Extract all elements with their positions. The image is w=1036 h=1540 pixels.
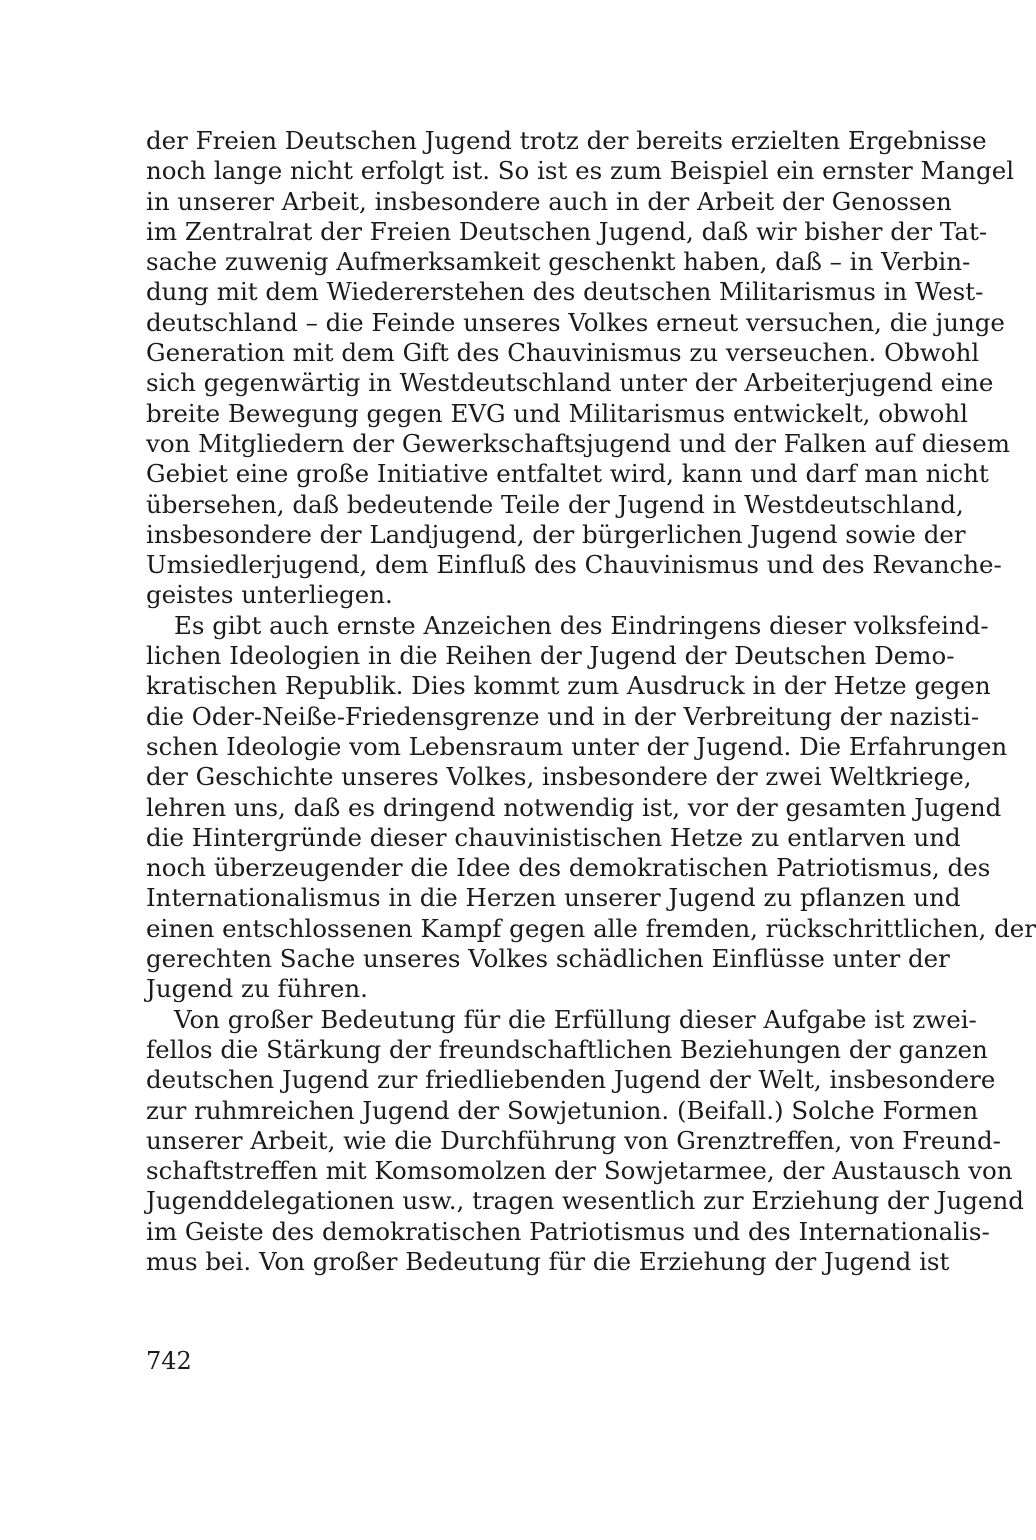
text-line: der Geschichte unseres Volkes, insbesondere der zwei Weltkriege, [146,762,972,792]
text-line: schaftstreffen mit Komsomolzen der Sowjetarmee, der Austausch von [146,1156,1013,1186]
text-line: Generation mit dem Gift des Chauvinismus zu verseuchen. Obwohl [146,338,980,368]
text-line: geistes unterliegen. [146,580,393,610]
text-line: Von großer Bedeutung für die Erfüllung dieser Aufgabe ist zwei- [174,1004,977,1034]
text-line: lichen Ideologien in die Reihen der Jugend der Deutschen Demo- [146,641,955,671]
text-line: breite Bewegung gegen EVG und Militarismus entwickelt, obwohl [146,398,969,428]
text-line: mus bei. Von großer Bedeutung für die Erziehung der Jugend ist [146,1246,950,1276]
text-line: der Freien Deutschen Jugend trotz der bereits erzielten Ergebnisse [146,126,987,155]
text-line: noch überzeugender die Idee des demokratischen Patriotismus, des [146,853,991,883]
text-line: im Zentralrat der Freien Deutschen Jugend, daß wir bisher der Tat- [146,216,988,246]
text-line: Internationalismus in die Herzen unserer Jugend zu pflanzen und [146,883,961,913]
text-line: die Hintergründe dieser chauvinistischen Hetze zu entlarven und [146,822,961,852]
text-line: sich gegenwärtig in Westdeutschland unter der Arbeiterjugend eine [146,368,994,398]
text-line: fellos die Stärkung der freundschaftlichen Beziehungen der ganzen [146,1034,988,1064]
text-line: dung mit dem Wiedererstehen des deutschen Militarismus in West- [146,277,984,307]
page-number: 742 [146,1347,192,1375]
text-line: Gebiet eine große Initiative entfaltet wird, kann und darf man nicht [146,459,989,489]
text-line: noch lange nicht erfolgt ist. So ist es zum Beispiel ein ernster Mangel [146,156,1015,186]
text-line: deutschland – die Feinde unseres Volkes erneut versuchen, die junge [146,307,1005,337]
text-line: lehren uns, daß es dringend notwendig ist, vor der gesamten Jugend [146,792,1002,822]
text-line: insbesondere der Landjugend, der bürgerlichen Jugend sowie der [146,519,966,549]
text-line: gerechten Sache unseres Volkes schädlichen Einflüsse unter der [146,944,950,974]
text-line: in unserer Arbeit, insbesondere auch in der Arbeit der Genossen [146,186,952,216]
text-line: die Oder-Neiße-Friedensgrenze und in der Verbreitung der nazisti- [146,701,980,731]
text-line: Umsiedlerjugend, dem Einfluß des Chauvinismus und des Revanche- [146,550,1002,580]
text-line: einen entschlossenen Kampf gegen alle fremden, rückschrittlichen, der [146,913,1036,943]
text-line: Es gibt auch ernste Anzeichen des Eindringens dieser volksfeind- [174,610,989,640]
text-line: zur ruhmreichen Jugend der Sowjetunion. (Beifall.) Solche Formen [146,1095,979,1125]
text-line: deutschen Jugend zur friedliebenden Jugend der Welt, insbesondere [146,1065,996,1095]
text-line: unserer Arbeit, wie die Durchführung von Grenztreffen, von Freund- [146,1125,1001,1155]
text-line: übersehen, daß bedeutende Teile der Jugend in Westdeutschland, [146,489,964,519]
text-line: kratischen Republik. Dies kommt zum Ausdruck in der Hetze gegen [146,671,991,701]
text-line: schen Ideologie vom Lebensraum unter der Jugend. Die Erfahrungen [146,731,1008,761]
text-line: im Geiste des demokratischen Patriotismus und des Internationalis- [146,1216,990,1246]
text-line: von Mitgliedern der Gewerkschaftsjugend und der Falken auf diesem [146,428,1010,458]
text-line: Jugenddelegationen usw., tragen wesentlich zur Erziehung der Jugend [146,1186,1024,1216]
text-line: sache zuwenig Aufmerksamkeit geschenkt haben, daß – in Verbin- [146,247,971,277]
body-text [146,126,1036,1277]
text-line: Jugend zu führen. [146,974,368,1004]
